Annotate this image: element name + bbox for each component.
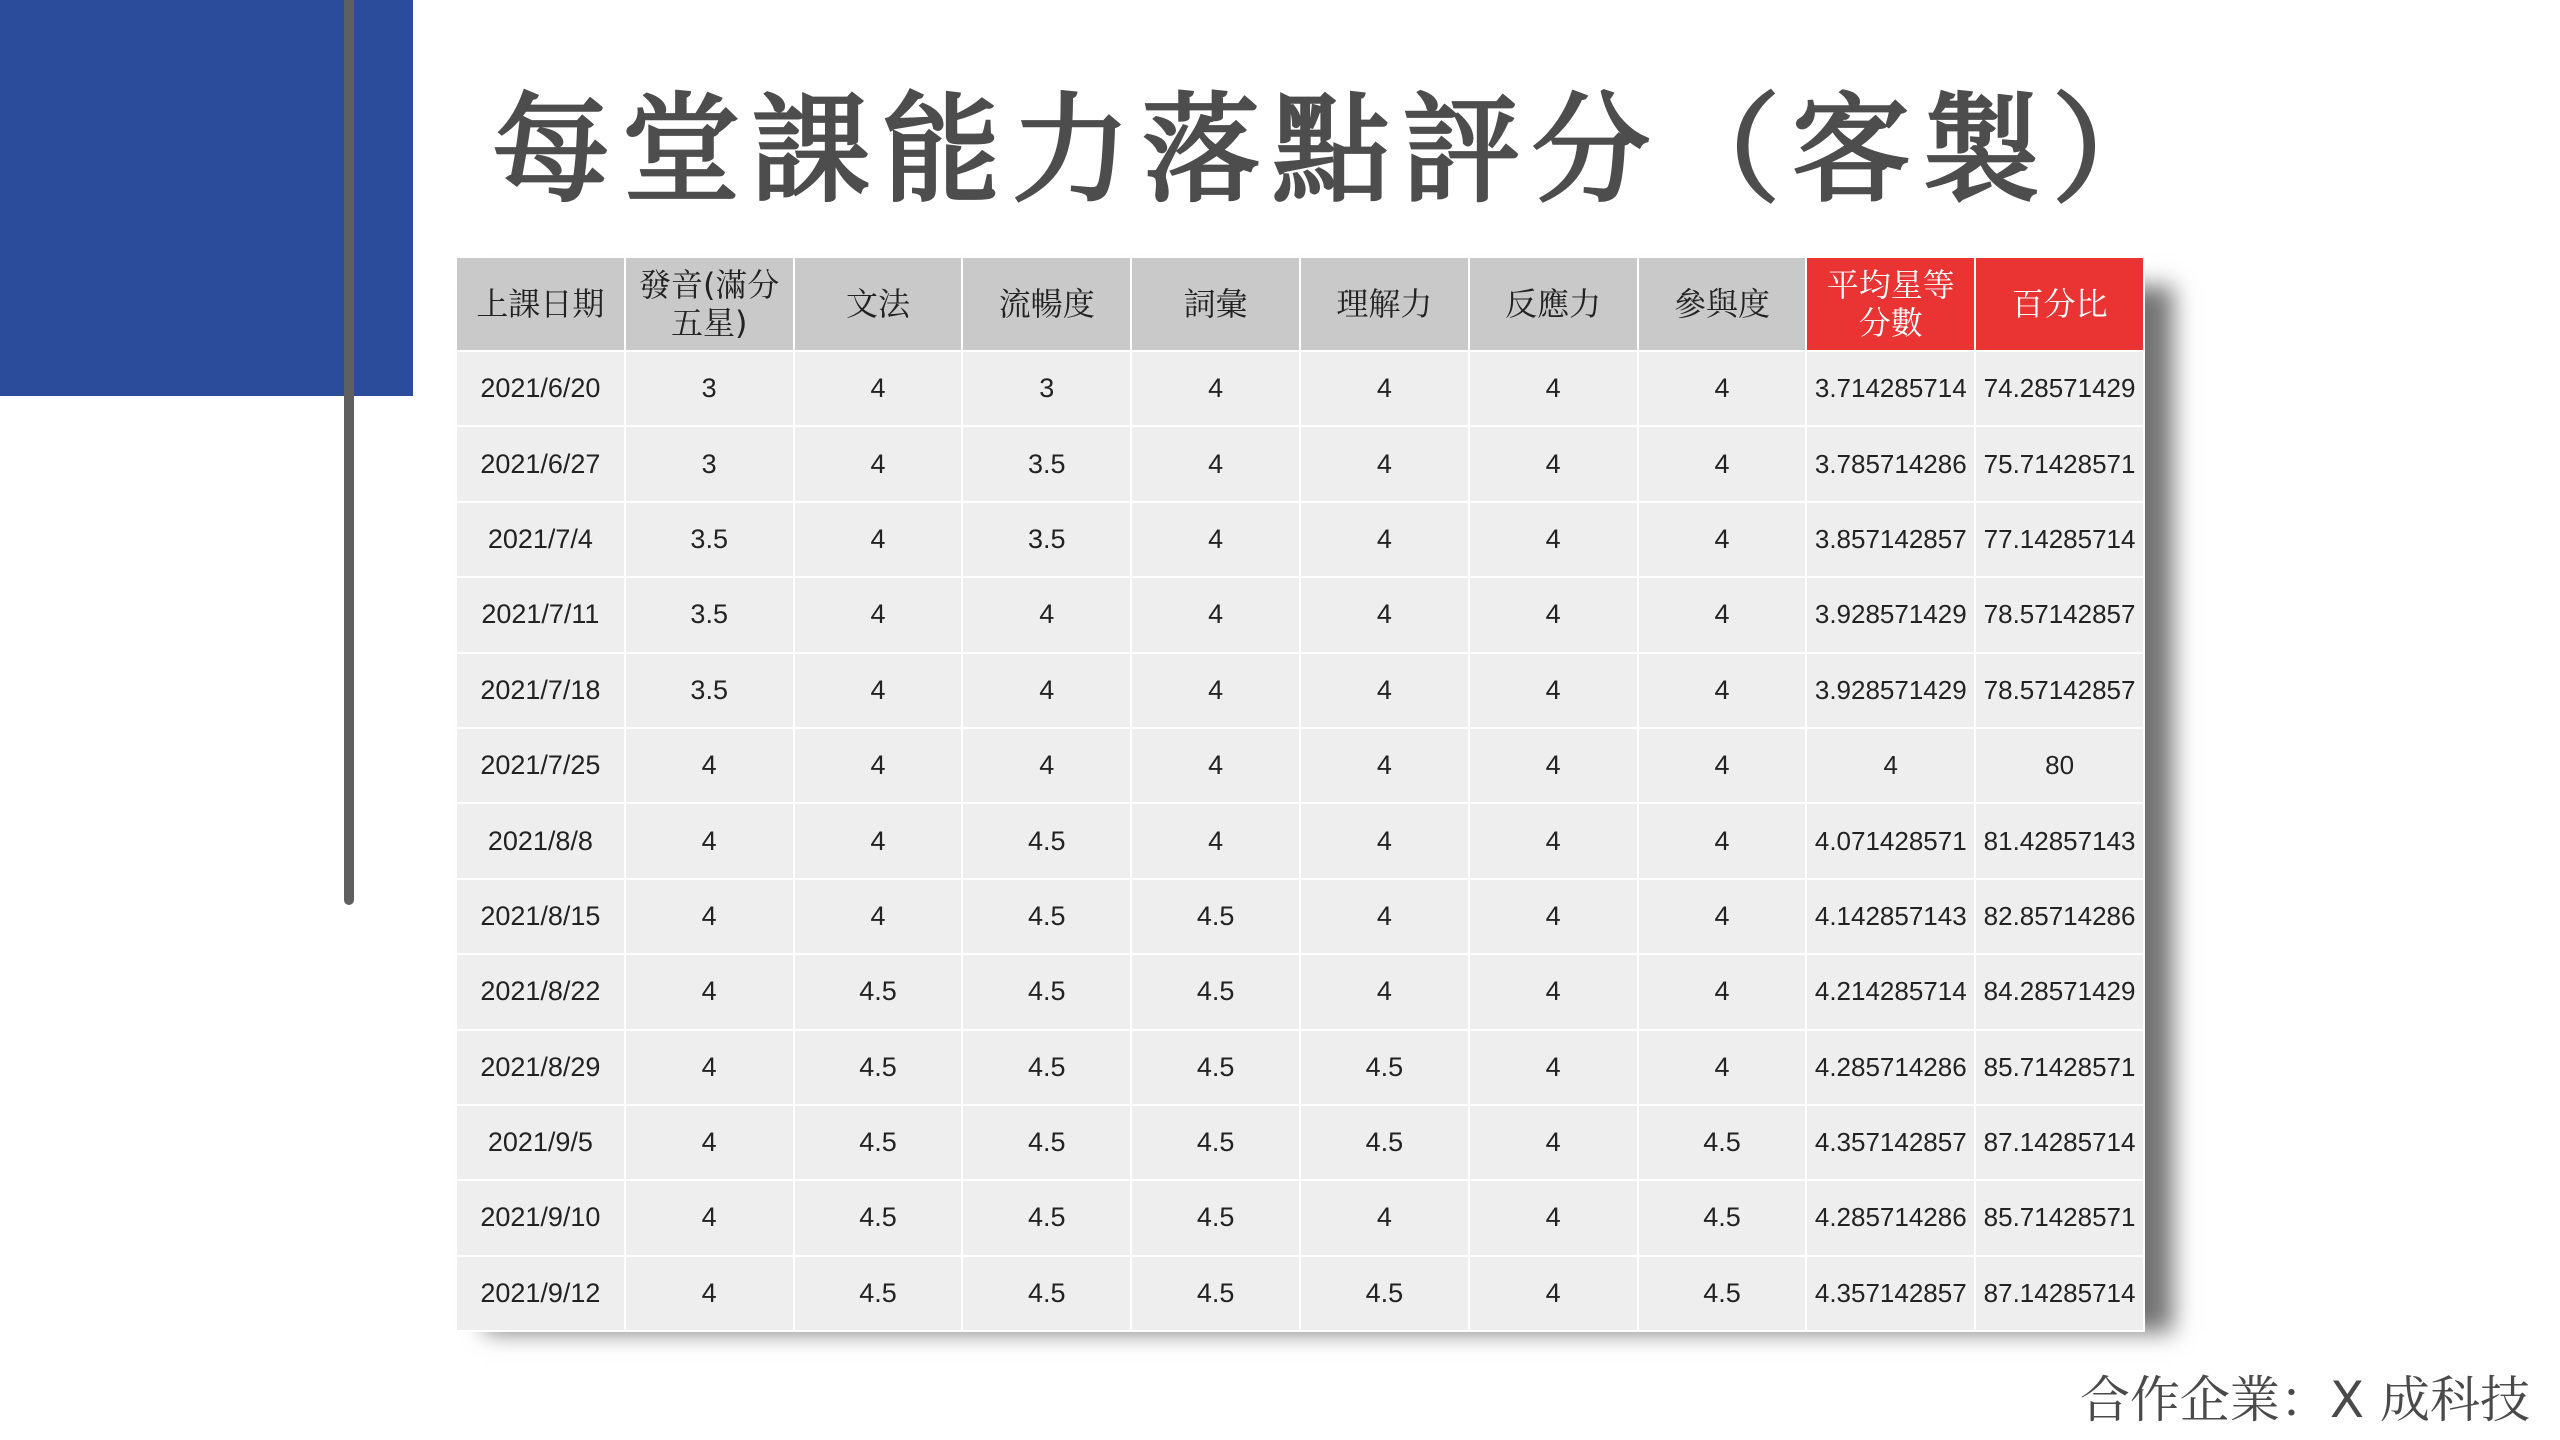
table-cell: 4.5 <box>1300 1256 1469 1331</box>
table-cell: 4 <box>1469 803 1638 878</box>
table-cell: 4.071428571 <box>1806 803 1975 878</box>
table-row <box>456 954 2144 1029</box>
table-cell: 4 <box>1300 803 1469 878</box>
table-cell: 4.5 <box>794 954 963 1029</box>
table-cell: 4 <box>1300 954 1469 1029</box>
header-date: 上課日期 <box>456 257 625 351</box>
header-pronunciation: 發音(滿分五星) <box>625 257 794 351</box>
table-cell: 3.5 <box>625 577 794 652</box>
header-responsiveness: 反應力 <box>1469 257 1638 351</box>
score-table-container <box>455 256 2143 1308</box>
page-title: 每堂課能力落點評分（客製） <box>492 81 2183 219</box>
table-cell: 4 <box>1469 1105 1638 1180</box>
header-fluency: 流暢度 <box>962 257 1131 351</box>
table-cell: 4 <box>1469 1256 1638 1331</box>
table-cell: 4 <box>625 1256 794 1331</box>
table-cell: 2021/7/4 <box>456 502 625 577</box>
table-cell: 4 <box>625 879 794 954</box>
table-cell: 4.5 <box>1131 1256 1300 1331</box>
table-cell: 78.57142857 <box>1975 577 2144 652</box>
table-cell: 85.71428571 <box>1975 1180 2144 1255</box>
table-cell: 4 <box>625 1180 794 1255</box>
table-cell: 4 <box>794 502 963 577</box>
table-cell: 2021/9/10 <box>456 1180 625 1255</box>
table-cell: 84.28571429 <box>1975 954 2144 1029</box>
table-cell: 4.5 <box>1300 1030 1469 1105</box>
table-body <box>456 351 2144 1331</box>
table-cell: 4 <box>1300 1180 1469 1255</box>
table-row <box>456 577 2144 652</box>
table-cell: 4 <box>1131 502 1300 577</box>
table-row <box>456 426 2144 501</box>
table-cell: 4.5 <box>1131 1180 1300 1255</box>
table-cell: 4.357142857 <box>1806 1256 1975 1331</box>
table-cell: 4 <box>1300 502 1469 577</box>
table-cell: 4.5 <box>1131 879 1300 954</box>
table-cell: 4.5 <box>962 803 1131 878</box>
table-cell: 4 <box>962 728 1131 803</box>
header-comprehension: 理解力 <box>1300 257 1469 351</box>
table-row <box>456 653 2144 728</box>
table-cell: 4 <box>794 577 963 652</box>
table-cell: 3.5 <box>962 502 1131 577</box>
table-cell: 4 <box>794 653 963 728</box>
table-cell: 2021/9/12 <box>456 1256 625 1331</box>
table-cell: 4.5 <box>962 1105 1131 1180</box>
table-cell: 2021/7/18 <box>456 653 625 728</box>
table-cell: 4.285714286 <box>1806 1030 1975 1105</box>
table-cell: 4 <box>1131 653 1300 728</box>
table-cell: 4 <box>962 653 1131 728</box>
header-grammar: 文法 <box>794 257 963 351</box>
table-cell: 4 <box>1131 728 1300 803</box>
table-cell: 3 <box>962 351 1131 426</box>
table-cell: 4 <box>1469 653 1638 728</box>
table-cell: 4.5 <box>962 954 1131 1029</box>
table-cell: 4 <box>625 728 794 803</box>
table-cell: 82.85714286 <box>1975 879 2144 954</box>
table-cell: 4.142857143 <box>1806 879 1975 954</box>
table-cell: 87.14285714 <box>1975 1256 2144 1331</box>
table-cell: 3.5 <box>962 426 1131 501</box>
table-cell: 74.28571429 <box>1975 351 2144 426</box>
partner-credit: 合作企業：X 成科技 <box>2079 1371 2530 1429</box>
table-cell: 3 <box>625 351 794 426</box>
table-cell: 2021/6/27 <box>456 426 625 501</box>
table-cell: 3.857142857 <box>1806 502 1975 577</box>
table-cell: 4 <box>962 577 1131 652</box>
table-row <box>456 728 2144 803</box>
table-cell: 2021/8/29 <box>456 1030 625 1105</box>
table-cell: 4 <box>1638 1030 1807 1105</box>
header-participation: 參與度 <box>1638 257 1807 351</box>
table-cell: 4 <box>625 1105 794 1180</box>
table-row <box>456 351 2144 426</box>
table-cell: 4.214285714 <box>1806 954 1975 1029</box>
table-cell: 2021/8/22 <box>456 954 625 1029</box>
table-cell: 4 <box>1638 803 1807 878</box>
score-table <box>455 256 2145 1332</box>
table-cell: 78.57142857 <box>1975 653 2144 728</box>
table-cell: 4 <box>1131 351 1300 426</box>
table-cell: 4.5 <box>794 1256 963 1331</box>
header-average-score: 平均星等分數 <box>1806 257 1975 351</box>
table-cell: 4 <box>794 879 963 954</box>
table-cell: 4 <box>794 351 963 426</box>
table-cell: 80 <box>1975 728 2144 803</box>
table-cell: 4 <box>1638 426 1807 501</box>
table-cell: 4 <box>1131 803 1300 878</box>
table-cell: 4 <box>1638 502 1807 577</box>
table-cell: 4.5 <box>962 879 1131 954</box>
table-cell: 4 <box>1469 1030 1638 1105</box>
table-cell: 2021/8/15 <box>456 879 625 954</box>
table-cell: 4.5 <box>794 1030 963 1105</box>
table-row <box>456 1180 2144 1255</box>
table-cell: 3.928571429 <box>1806 653 1975 728</box>
table-row <box>456 803 2144 878</box>
table-cell: 4 <box>794 803 963 878</box>
table-cell: 4 <box>1469 954 1638 1029</box>
table-cell: 4 <box>1131 577 1300 652</box>
table-cell: 4 <box>625 954 794 1029</box>
table-cell: 2021/7/25 <box>456 728 625 803</box>
table-cell: 4 <box>1469 728 1638 803</box>
header-percentage: 百分比 <box>1975 257 2144 351</box>
table-cell: 4.5 <box>962 1180 1131 1255</box>
vertical-divider <box>344 0 354 905</box>
table-cell: 4.5 <box>962 1256 1131 1331</box>
table-cell: 4.5 <box>794 1105 963 1180</box>
table-cell: 4.357142857 <box>1806 1105 1975 1180</box>
table-cell: 81.42857143 <box>1975 803 2144 878</box>
table-cell: 4 <box>1469 502 1638 577</box>
table-cell: 87.14285714 <box>1975 1105 2144 1180</box>
table-cell: 4 <box>1638 954 1807 1029</box>
table-cell: 3.5 <box>625 502 794 577</box>
table-cell: 4 <box>794 426 963 501</box>
table-cell: 4.5 <box>1131 1105 1300 1180</box>
table-cell: 2021/6/20 <box>456 351 625 426</box>
table-header-row <box>456 257 2144 351</box>
table-cell: 4 <box>625 803 794 878</box>
table-cell: 4 <box>1300 351 1469 426</box>
table-cell: 4 <box>1469 351 1638 426</box>
table-row <box>456 1105 2144 1180</box>
table-cell: 4 <box>625 1030 794 1105</box>
table-cell: 4.5 <box>1131 954 1300 1029</box>
table-cell: 2021/7/11 <box>456 577 625 652</box>
table-cell: 3.5 <box>625 653 794 728</box>
table-cell: 4.5 <box>1638 1180 1807 1255</box>
table-cell: 3.785714286 <box>1806 426 1975 501</box>
table-cell: 4 <box>1469 577 1638 652</box>
table-cell: 3 <box>625 426 794 501</box>
table-cell: 4 <box>1131 426 1300 501</box>
table-cell: 4.5 <box>1638 1256 1807 1331</box>
table-cell: 4 <box>1300 426 1469 501</box>
table-cell: 2021/9/5 <box>456 1105 625 1180</box>
table-cell: 77.14285714 <box>1975 502 2144 577</box>
header-vocabulary: 詞彙 <box>1131 257 1300 351</box>
table-cell: 85.71428571 <box>1975 1030 2144 1105</box>
table-cell: 4 <box>1300 728 1469 803</box>
table-row <box>456 1256 2144 1331</box>
table-cell: 3.714285714 <box>1806 351 1975 426</box>
table-cell: 4.5 <box>794 1180 963 1255</box>
table-cell: 4 <box>794 728 963 803</box>
table-cell: 4 <box>1806 728 1975 803</box>
table-row <box>456 502 2144 577</box>
table-cell: 3.928571429 <box>1806 577 1975 652</box>
table-cell: 4.5 <box>1131 1030 1300 1105</box>
table-cell: 4 <box>1469 426 1638 501</box>
table-cell: 4 <box>1638 879 1807 954</box>
table-cell: 4 <box>1469 879 1638 954</box>
table-cell: 4 <box>1469 1180 1638 1255</box>
table-cell: 4.5 <box>1300 1105 1469 1180</box>
table-cell: 4 <box>1638 728 1807 803</box>
table-cell: 4 <box>1638 577 1807 652</box>
table-row <box>456 1030 2144 1105</box>
table-cell: 4.5 <box>1638 1105 1807 1180</box>
table-cell: 4.285714286 <box>1806 1180 1975 1255</box>
table-cell: 4 <box>1300 653 1469 728</box>
table-cell: 2021/8/8 <box>456 803 625 878</box>
table-cell: 4 <box>1300 879 1469 954</box>
table-cell: 75.71428571 <box>1975 426 2144 501</box>
table-cell: 4 <box>1638 351 1807 426</box>
table-cell: 4 <box>1638 653 1807 728</box>
table-row <box>456 879 2144 954</box>
table-cell: 4.5 <box>962 1030 1131 1105</box>
table-cell: 4 <box>1300 577 1469 652</box>
